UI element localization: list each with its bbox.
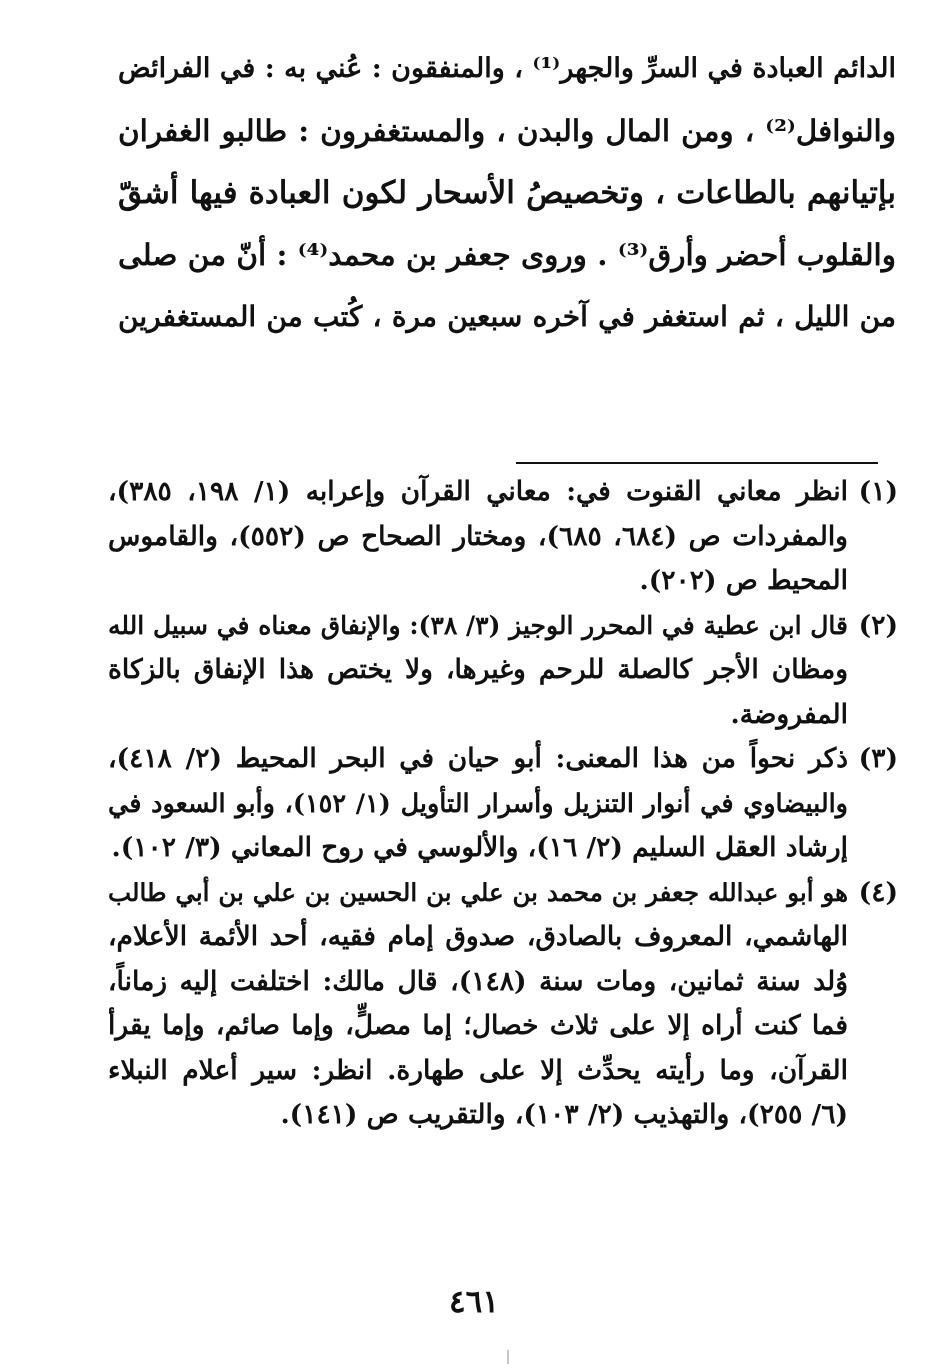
main-text-line: والقلوب أحضر وأرق⁽³⁾ . وروى جعفر بن محمد⁽⁴⁾ : أنّ من صلى (118, 237, 897, 272)
footnote-line: وُلد سنة ثمانين، ومات سنة (١٤٨)، قال مالك: اختلفت إليه زماناً، (108, 965, 848, 997)
main-text-line: الدائم العبادة في السرِّ والجهر⁽¹⁾ ، والمنفقون : عُني به : في الفرائض (118, 53, 896, 84)
footnote-line: (٦/ ٢٥٥)، والتهذيب (٢/ ١٠٣)، والتقريب ص (١٤١). (280, 1099, 848, 1130)
footnote-line: فما كنت أراه إلا على ثلاث خصال؛ إما مصلٍّ، وإما صائم، وإما يقرأ (108, 1010, 848, 1041)
footnote-line: المفروضة. (730, 698, 848, 730)
footnote-line: انظر معاني القنوت في: معاني القرآن وإعرابه (١/ ١٩٨، ٣٨٥)، (108, 476, 849, 507)
main-text-line: بإتيانهم بالطاعات ، وتخصيصُ الأسحار لكون العبادة فيها أشقّ (118, 175, 896, 211)
main-body-text (118, 38, 896, 348)
scan-edge-mark (507, 1350, 509, 1364)
main-text-line: من الليل ، ثم استغفر في آخره سبعين مرة ، كُتب من المستغفرين (118, 300, 896, 333)
footnote-number: (٢) (858, 609, 898, 641)
footnote-1 (108, 470, 898, 604)
footnote-line: قال ابن عطية في المحرر الوجيز (٣/ ٣٨): والإنفاق معناه في سبيل الله (108, 610, 848, 640)
footnote-line: والمفردات ص (٦٨٤، ٦٨٥)، ومختار الصحاح ص (٥٥٢)، والقاموس (108, 520, 848, 552)
footnote-4 (108, 871, 898, 1138)
footnote-separator (516, 462, 878, 464)
main-text-line: والنوافل⁽²⁾ ، ومن المال والبدن ، والمستغفرون : طالبو الغفران (118, 113, 896, 148)
footnote-line: المحيط ص (٢٠٢). (639, 565, 848, 596)
footnote-line: إرشاد العقل السليم (٢/ ١٦)، والألوسي في روح المعاني (٣/ ١٠٢). (111, 832, 848, 863)
footnote-number: (٤) (858, 876, 898, 908)
footnote-number: (٣) (858, 743, 898, 774)
footnote-2 (108, 604, 898, 738)
footnote-line: ومظان الأجر كالصلة للرحم وغيرها، ولا يختص هذا الإنفاق بالزكاة (108, 654, 848, 685)
footnote-3 (108, 737, 898, 871)
page-number: ٤٦١ (449, 1284, 499, 1320)
footnote-line: الهاشمي، المعروف بالصادق، صدوق إمام فقيه، أحد الأئمة الأعلام، (108, 921, 848, 952)
footnote-line: القرآن، وما رأيته يحدِّث إلا على طهارة. انظر: سير أعلام النبلاء (108, 1054, 848, 1086)
footnote-line: هو أبو عبدالله جعفر بن محمد بن علي بن الحسين بن علي بن أبي طالب (108, 877, 848, 907)
footnote-line: والبيضاوي في أنوار التنزيل وأسرار التأويل (١/ ١٥٢)، وأبو السعود في (108, 788, 848, 819)
footnotes-section (108, 470, 898, 1138)
footnote-line: ذكر نحواً من هذا المعنى: أبو حيان في البحر المحيط (٢/ ٤١٨)، (108, 743, 849, 774)
footnote-number: (١) (858, 476, 898, 507)
